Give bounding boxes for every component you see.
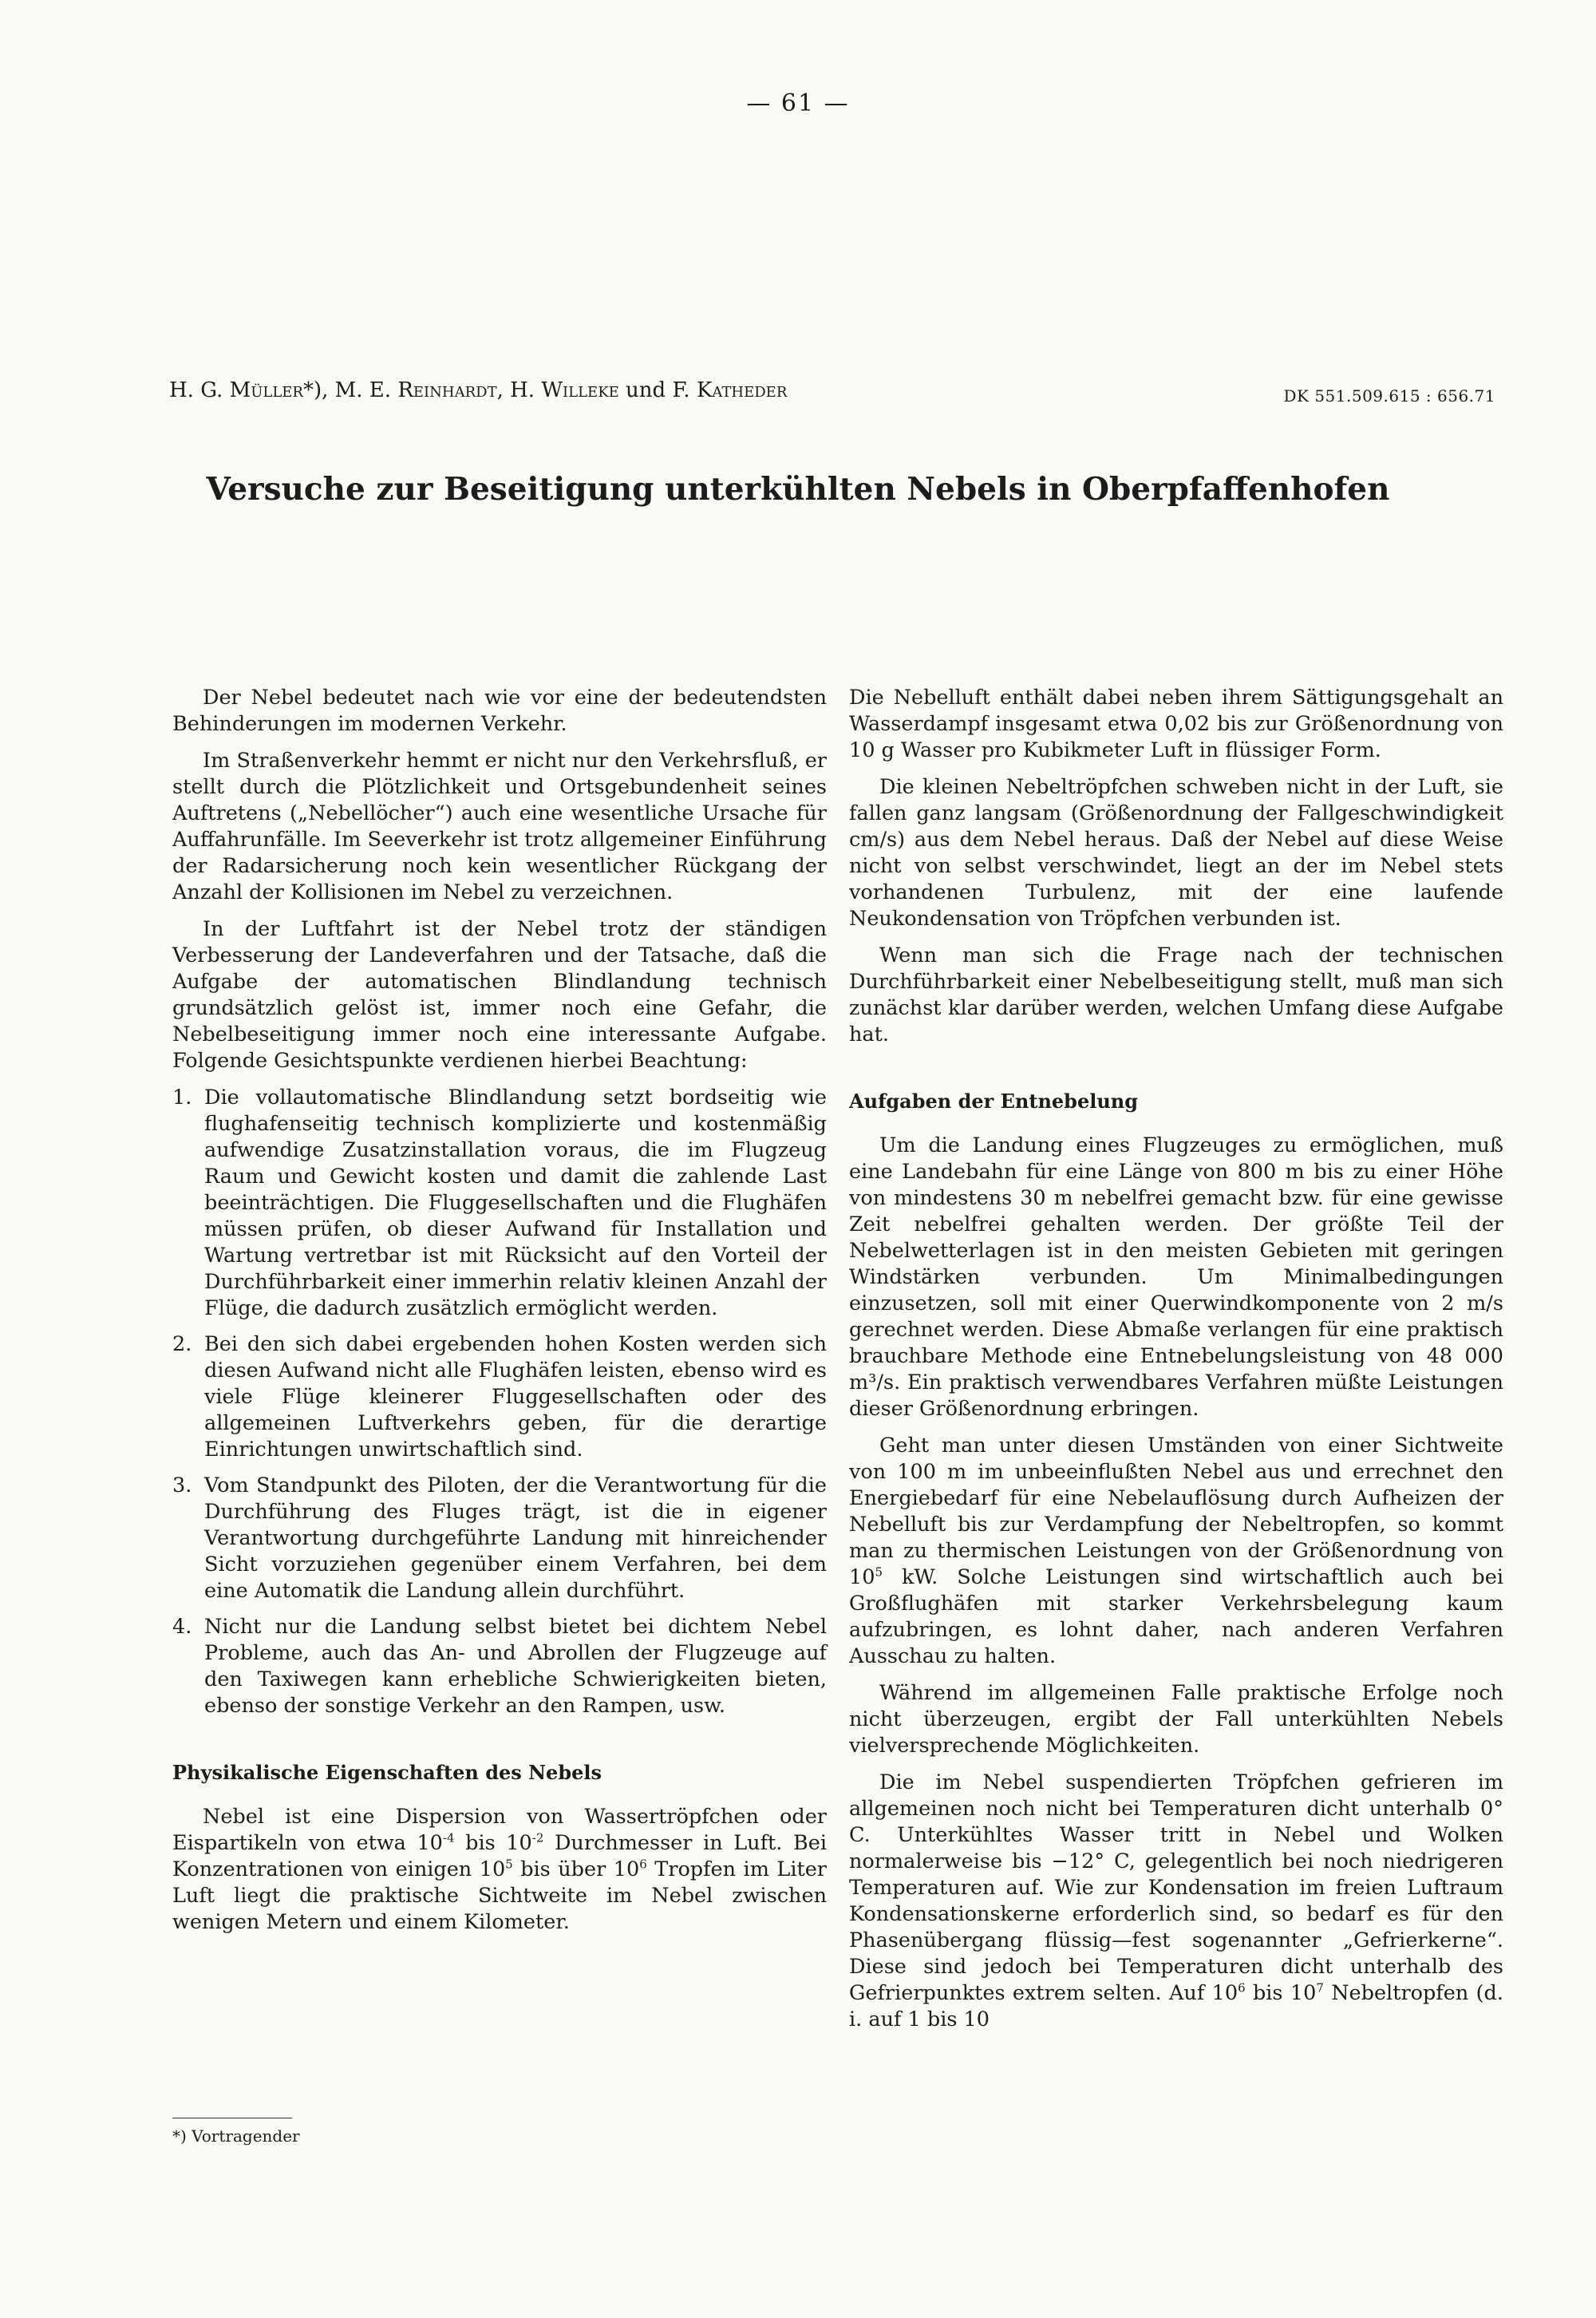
left-column <box>172 685 827 1946</box>
text-run: kW. Solche Leistungen sind wirtschaftlich auch bei Großflughäfen mit starker Verkehrsbelegung kaum aufzubringen, es lohnt daher, nach anderen Verfahren Ausschau zu halten. <box>849 1565 1503 1668</box>
author-katheder: Katheder <box>696 378 788 402</box>
page-number: — 61 — <box>746 89 850 117</box>
author-line <box>169 378 787 402</box>
authors-prefix: H. G. <box>169 378 230 402</box>
paragraph: Die kleinen Nebeltröpfchen schweben nicht in der Luft, sie fallen ganz langsam (Größenordnung der Fallgeschwindigkeit cm/s) aus dem Nebel heraus. Daß der Nebel auf diese Weise nicht von selbst verschwindet, liegt an der im Nebel stets vorhandenen Turbulenz, mit der eine laufende Neukondensation von Tröpfchen verbunden ist. <box>849 775 1503 931</box>
text-run: Nebeltropfen (d. i. auf 1 bis 10 <box>849 1981 1503 2031</box>
list-text: Die vollautomatische Blindlandung setzt bordseitig wie flughafenseitig technisch komplizierte und kostenmäßig aufwendige Zusatzinstallation voraus, die im Flugzeug Raum und Gewicht kosten und damit die zahlende Last beeinträchtigen. Die Fluggesellschaften und die Flughäfen müssen prüfen, ob dieser Aufwand für Installation und Wartung vertretbar ist mit Rücksicht auf den Vorteil der Durchführbarkeit einer immerhin relativ kleinen Anzahl der Flüge, die dadurch zusätzlich ermöglicht werden. <box>204 1086 827 1320</box>
list-item <box>172 1614 827 1719</box>
author-separator: *), M. E. <box>302 378 398 402</box>
paragraph: Um die Landung eines Flugzeuges zu ermöglichen, muß eine Landebahn für eine Länge von 800 m bis zu einer Höhe von mindestens 30 m nebelfrei gemacht bzw. für eine gewisse Zeit nebelfrei gehalten werden. Der größte Teil der Nebelwetterlagen ist in den meisten Gebieten mit geringen Windstärken verbunden. Um Minimalbedingungen einzusetzen, soll mit einer Querwindkomponente von 2 m/s gerechnet werden. Diese Abmaße verlangen für eine praktisch brauchbare Methode eine Entnebelungsleistung von 48 000 m³/s. Ein praktisch verwendbares Verfahren müßte Leistungen dieser Größenordnung erbringen. <box>849 1133 1503 1421</box>
list-item <box>172 1331 827 1463</box>
author-muller: Müller <box>229 378 303 402</box>
list-item <box>172 1085 827 1322</box>
paragraph: Die Nebelluft enthält dabei neben ihrem Sättigungsgehalt an Wasserdampf insgesamt etwa 0,02 bis zur Größenordnung von 10 g Wasser pro Kubikmeter Luft in flüssiger Form. <box>849 686 1503 762</box>
superscript: 5 <box>875 1564 883 1580</box>
author-reinhardt: Reinhardt <box>397 378 497 402</box>
text-run: Die im Nebel suspendierten Tröpfchen gefrieren im allgemeinen noch nicht bei Temperaturen dicht unterhalb 0° C. Unterkühltes Wasser tritt in Nebel und Wolken normalerweise bis −12° C, gelegentlich bei noch niedrigeren Temperaturen auf. Wie zur Kondensation im freien Luftraum Kondensationskerne erforderlich sind, so bedarf es für den Phasenübergang flüssig—fest sogenannter „Gefrierkerne“. Diese sind jedoch bei Temperaturen dicht unterhalb des Gefrierpunktes extrem selten. Auf 10 <box>849 1770 1503 2005</box>
list-number: 1. <box>172 1086 192 1110</box>
list-text: Vom Standpunkt des Piloten, der die Verantwortung für die Durchführung des Fluges trägt, ist die in eigener Verantwortung durchgeführte Landung mit hinreichender Sicht vorzuziehen gegenüber einem Verfahren, bei dem eine Automatik die Landung allein durchführt. <box>204 1473 827 1603</box>
paragraph: Während im allgemeinen Falle praktische Erfolge noch nicht überzeugen, ergibt der Fall unterkühlten Nebels vielversprechende Möglichkeiten. <box>849 1681 1503 1758</box>
superscript: -2 <box>531 1830 544 1845</box>
superscript: 6 <box>1238 1980 1246 1996</box>
paragraph: Der Nebel bedeutet nach wie vor eine der bedeutendsten Behinderungen im modernen Verkehr. <box>172 686 827 736</box>
text-run: Durchmesser in Luft. Bei Konzentrationen von einigen 10 <box>172 1831 827 1881</box>
text-run: bis 10 <box>454 1831 532 1855</box>
paragraph <box>849 1433 1503 1670</box>
author-willeke: Willeke <box>541 378 619 402</box>
superscript: -4 <box>442 1830 455 1845</box>
author-separator: und F. <box>618 378 697 402</box>
paragraph <box>849 1770 1503 2033</box>
text-run: Geht man unter diesen Umständen von einer Sichtweite von 100 m im unbeeinflußten Nebel aus und errechnet den Energiebedarf für eine Nebelauflösung durch Aufheizen der Nebelluft bis zur Verdampfung der Nebeltropfen, so kommt man zu thermischen Leistungen von der Größenordnung von 10 <box>849 1434 1503 1589</box>
section-heading: Physikalische Eigenschaften des Nebels <box>172 1761 602 1784</box>
text-run: Tropfen im Liter Luft liegt die praktische Sichtweite im Nebel zwischen wenigen Metern und einem Kilometer. <box>172 1857 827 1934</box>
list-item <box>172 1473 827 1604</box>
list-number: 4. <box>172 1615 192 1639</box>
list-number: 3. <box>172 1473 192 1497</box>
right-column <box>849 685 1503 2043</box>
list-number: 2. <box>172 1332 192 1356</box>
text-run: Nebel ist eine Dispersion von Wassertröpfchen oder Eispartikeln von etwa 10 <box>172 1805 827 1855</box>
list-text: Nicht nur die Landung selbst bietet bei dichtem Nebel Probleme, auch das An- und Abrollen der Flugzeuge auf den Taxiwegen kann erhebliche Schwierigkeiten bieten, ebenso der sonstige Verkehr an den Rampen, usw. <box>204 1615 827 1718</box>
text-run: bis über 10 <box>512 1857 640 1881</box>
paragraph: Wenn man sich die Frage nach der technischen Durchführbarkeit einer Nebelbeseitigung stellt, muß man sich zunächst klar darüber werden, welchen Umfang diese Aufgabe hat. <box>849 943 1503 1046</box>
superscript: 5 <box>505 1857 513 1872</box>
author-separator: , H. <box>496 378 542 402</box>
paragraph: In der Luftfahrt ist der Nebel trotz der ständigen Verbesserung der Landeverfahren und der Tatsache, daß die Aufgabe der automatischen Blindlandung technisch grundsätzlich gelöst ist, immer noch eine Gefahr, die Nebelbeseitigung immer noch eine interessante Aufgabe. Folgende Gesichtspunkte verdienen hierbei Beachtung: <box>172 917 827 1073</box>
article-title: Versuche zur Beseitigung unterkühlten Nebels in Oberpfaffenhofen <box>206 471 1390 508</box>
dk-classification: DK 551.509.615 : 656.71 <box>1283 386 1495 405</box>
footnote: *) Vortragender <box>172 2126 300 2146</box>
text-run: bis 10 <box>1245 1981 1317 2005</box>
paragraph: Im Straßenverkehr hemmt er nicht nur den Verkehrsfluß, er stellt durch die Plötzlichkeit und Ortsgebundenheit seines Auftretens („Nebellöcher“) auch eine wesentliche Ursache für Auffahrunfälle. Im Seeverkehr ist trotz allgemeiner Einführung der Radarsicherung noch kein wesentlicher Rückgang der Anzahl der Kollisionen im Nebel zu verzeichnen. <box>172 749 827 904</box>
paragraph <box>172 1804 827 1936</box>
list-text: Bei den sich dabei ergebenden hohen Kosten werden sich diesen Aufwand nicht alle Flughäfen leisten, ebenso wird es viele Flüge kleinerer Fluggesellschaften oder des allgemeinen Luftverkehrs geben, für die derartige Einrichtungen unwirtschaftlich sind. <box>204 1332 827 1462</box>
superscript: 6 <box>639 1857 647 1872</box>
numbered-list <box>172 1085 827 1719</box>
superscript: 7 <box>1316 1980 1324 1996</box>
section-heading: Aufgaben der Entnebelung <box>849 1090 1139 1113</box>
